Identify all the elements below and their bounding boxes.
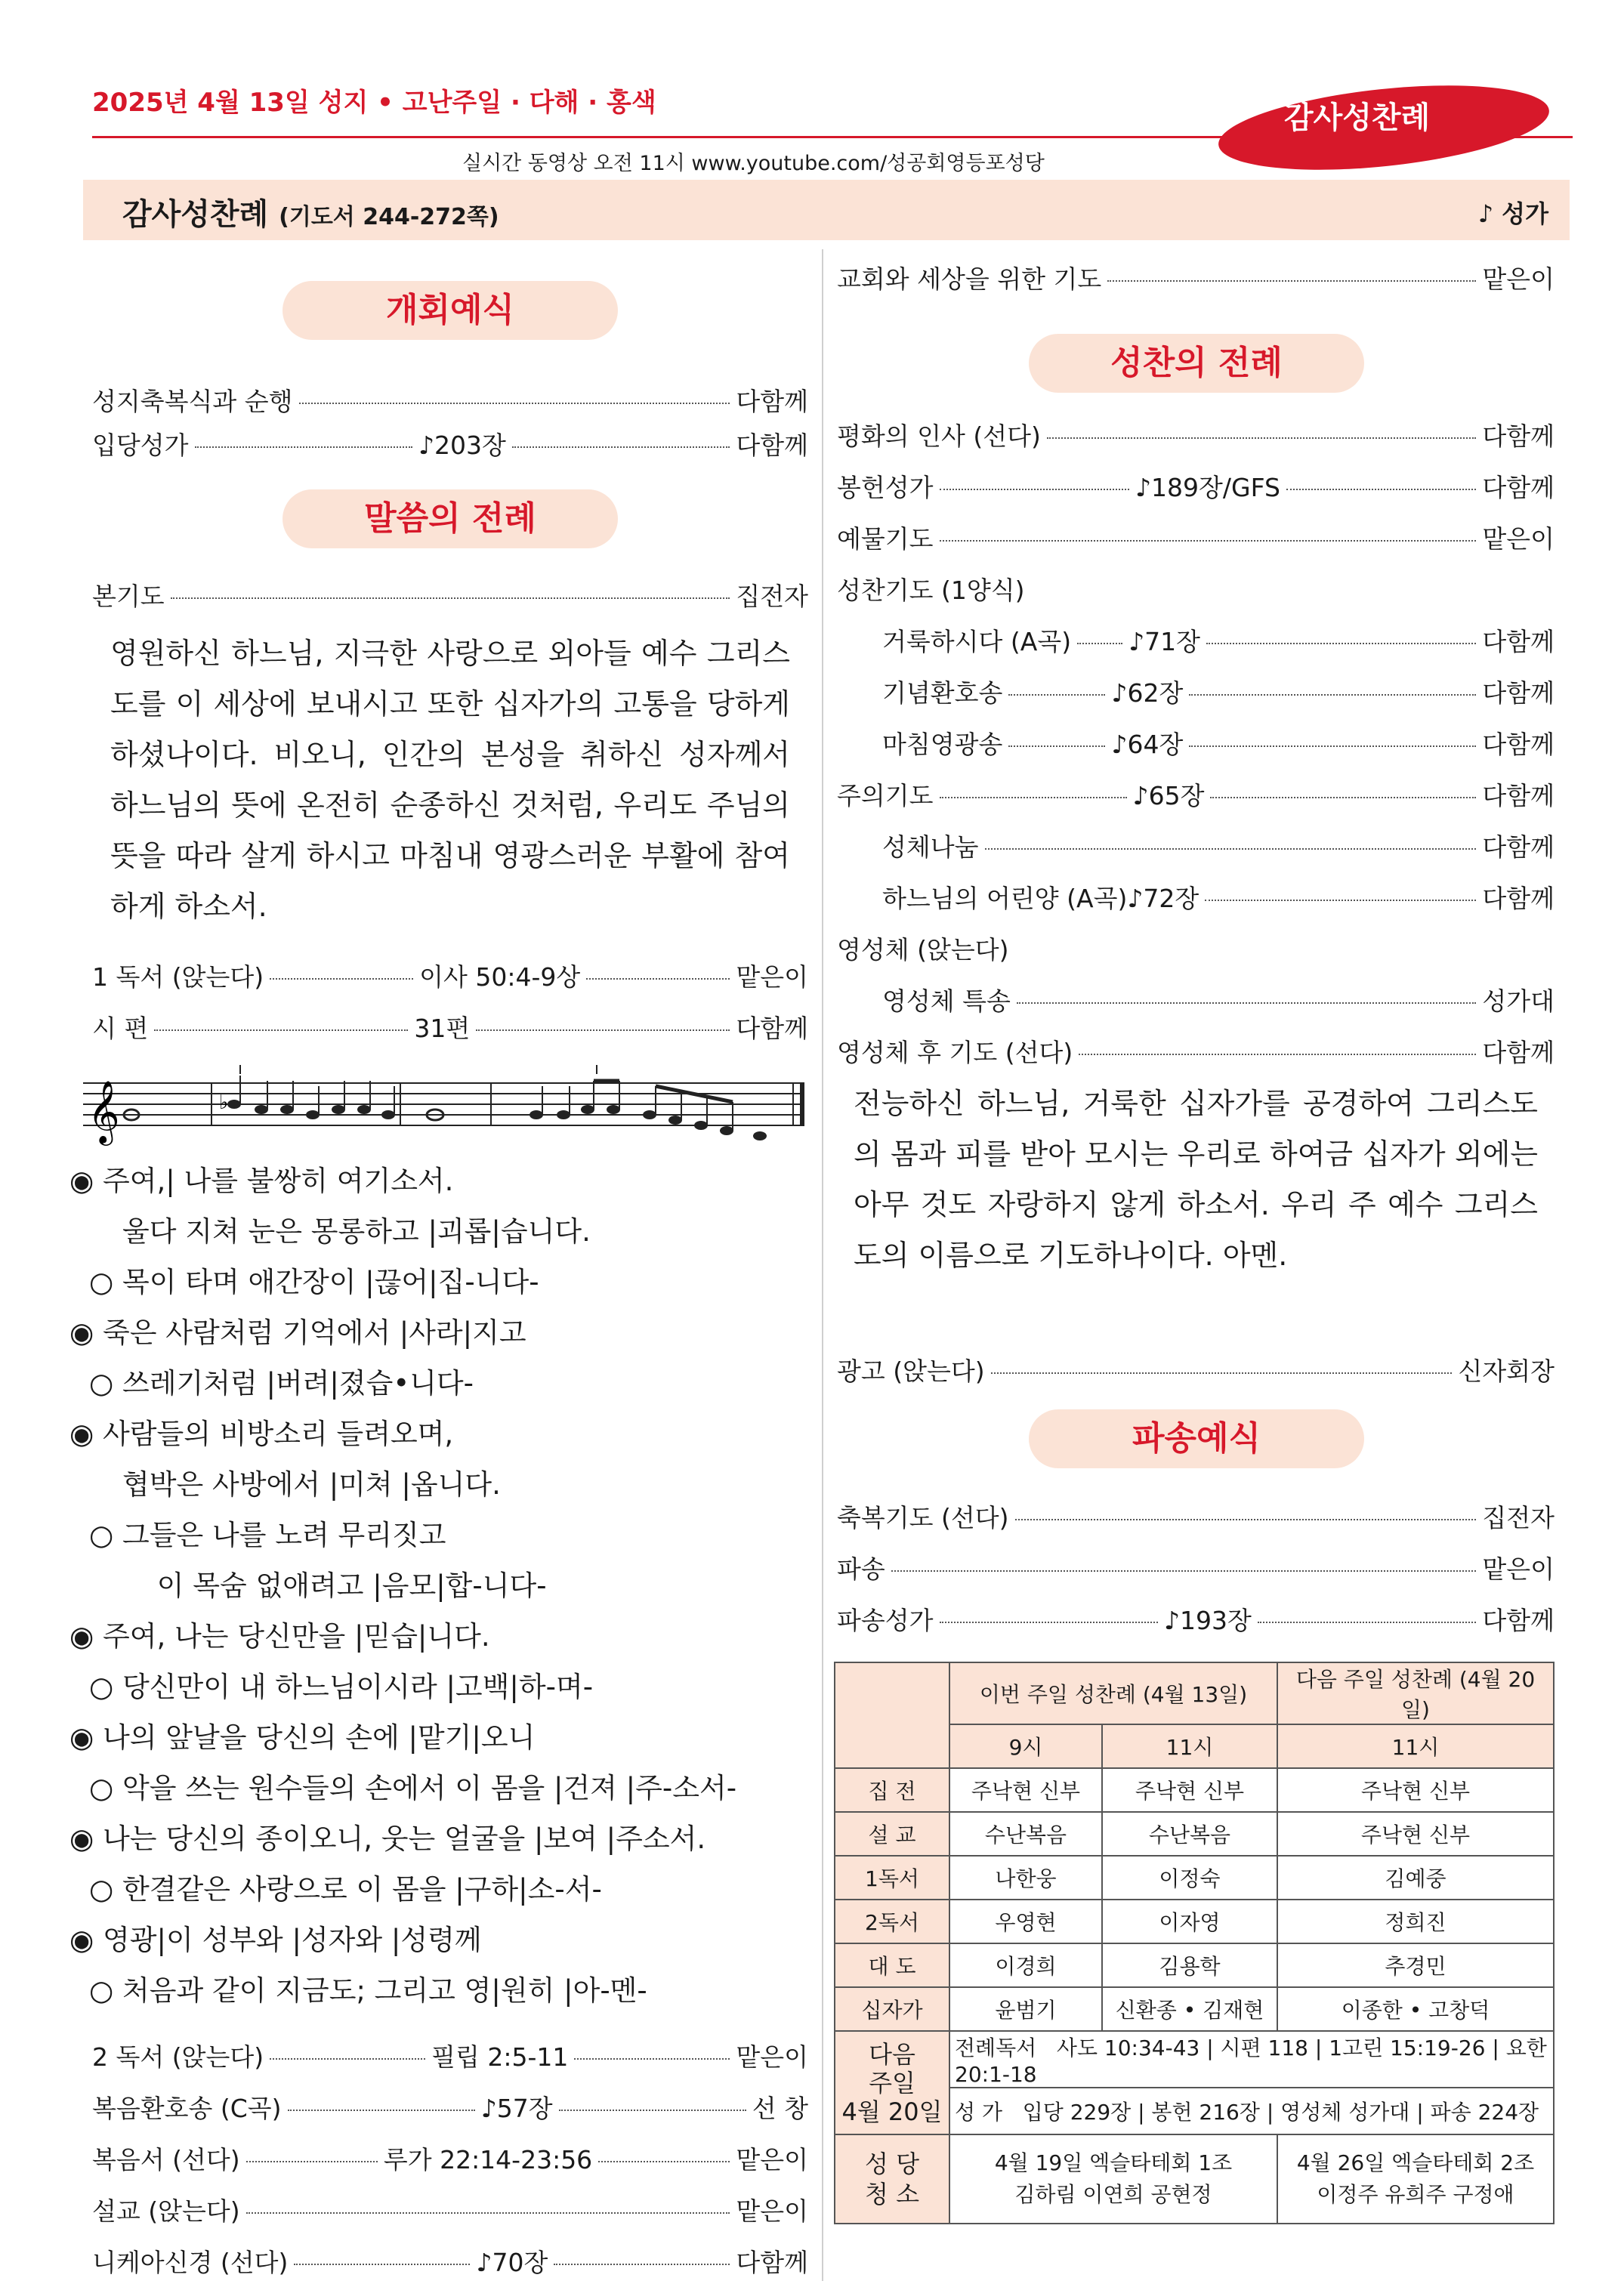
table-row bbox=[835, 1900, 1554, 1943]
cleaning-members: 김하림 이연희 공현정 bbox=[1014, 2182, 1212, 2207]
leader-dots bbox=[940, 1622, 1158, 1623]
page-title-ref: (기도서 244-272쪽) bbox=[279, 204, 499, 230]
psalm-verse: 한결같은 사랑으로 이 몸을 |구하|소-서- bbox=[122, 1873, 602, 1906]
next-sunday-label bbox=[835, 2031, 949, 2134]
order-item bbox=[882, 674, 1555, 708]
psalm-line bbox=[69, 1156, 817, 1206]
item-who: 다함께 bbox=[736, 431, 808, 460]
psalm-verse: 이 목숨 없애려고 |음모|합-니다- bbox=[148, 1569, 547, 1602]
item-label: 마침영광송 bbox=[882, 730, 1003, 759]
cell: 우영현 bbox=[949, 1900, 1102, 1943]
cell: 이정숙 bbox=[1102, 1856, 1277, 1900]
cell: 주낙현 신부 bbox=[1277, 1768, 1554, 1812]
cleaning-next bbox=[1277, 2134, 1554, 2224]
cell: 추경민 bbox=[1277, 1943, 1554, 1987]
order-item bbox=[837, 1601, 1555, 1636]
livestream-info: 실시간 동영상 오전 11시 www.youtube.com/성공회영등포성당 bbox=[462, 152, 1045, 175]
psalm-marker: ○ bbox=[89, 1671, 114, 1703]
page-title bbox=[122, 190, 499, 233]
leader-dots bbox=[476, 1029, 730, 1031]
item-label: 성지축복식과 순행 bbox=[92, 387, 293, 416]
item-who: 집전자 bbox=[736, 582, 808, 611]
psalm-verse: 주여,| 나를 불쌍히 여기소서. bbox=[103, 1165, 454, 1197]
item-label: 영성체 후 기도 (선다) bbox=[837, 1038, 1073, 1067]
cell: 나한웅 bbox=[949, 1856, 1102, 1900]
leader-dots bbox=[294, 2264, 470, 2265]
table-row bbox=[835, 1812, 1554, 1856]
svg-text:♭: ♭ bbox=[219, 1091, 229, 1114]
item-reading: 이사 50:4-9상 bbox=[419, 962, 581, 992]
cleaning-label bbox=[835, 2134, 949, 2224]
psalm-marker: ○ bbox=[89, 1873, 114, 1906]
table-row bbox=[835, 1943, 1554, 1987]
readings-label: 전례독서 bbox=[955, 2036, 1037, 2060]
item-who: 다함께 bbox=[1482, 730, 1555, 759]
item-label: 본기도 bbox=[92, 582, 165, 611]
order-item bbox=[837, 520, 1555, 554]
label-line: 다음 bbox=[869, 2039, 915, 2069]
item-who: 다함께 bbox=[736, 1014, 809, 1043]
item-who: 다함께 bbox=[1482, 421, 1555, 451]
order-item bbox=[837, 468, 1555, 503]
item-who: 맡은이 bbox=[736, 2042, 808, 2072]
role-cell: 1독서 bbox=[835, 1856, 949, 1900]
this-week-header: 이번 주일 성찬례 (4월 13일) bbox=[949, 1662, 1277, 1724]
time-11: 11시 bbox=[1102, 1724, 1277, 1768]
item-who: 집전자 bbox=[1482, 1503, 1555, 1532]
psalm-line bbox=[69, 1307, 817, 1358]
leader-dots bbox=[1210, 797, 1476, 798]
order-item bbox=[837, 1033, 1555, 1068]
hymn-note: ♪ 성가 bbox=[1477, 199, 1548, 228]
psalm-line bbox=[69, 1965, 817, 2016]
readings-value: 사도 10:34-43 | 시편 118 | 1고린 15:19-26 | 요한 20:1-18 bbox=[955, 2036, 1547, 2087]
order-item bbox=[882, 982, 1555, 1017]
psalm-marker: ◉ bbox=[69, 1924, 94, 1956]
leader-dots bbox=[1206, 643, 1476, 644]
date-line: 2025년 4월 13일 성지 • 고난주일 · 다해 · 홍색 bbox=[92, 88, 656, 118]
psalm-text bbox=[69, 1156, 817, 2016]
item-hymn: ♪193장 bbox=[1163, 1606, 1252, 1635]
table-row bbox=[835, 1987, 1554, 2031]
cell: 이경희 bbox=[949, 1943, 1102, 1987]
item-label: 복음서 (선다) bbox=[92, 2145, 240, 2174]
leader-dots bbox=[1017, 1002, 1476, 1004]
item-label: 봉헌성가 bbox=[837, 473, 934, 502]
cell: 김용학 bbox=[1102, 1943, 1277, 1987]
cell: 주낙현 신부 bbox=[949, 1768, 1102, 1812]
psalm-marker: ◉ bbox=[69, 1721, 94, 1754]
label-line: 주일 bbox=[869, 2068, 915, 2097]
collect-prayer: 영원하신 하느님, 지극한 사랑으로 외아들 예수 그리스도를 이 세상에 보내시고 또한 십자가의 고통을 당하게 하셨나이다. 비오니, 인간의 본성을 취하신 성자께서 하느님의 뜻에 온전히 순종하신 것처럼, 우리도 주님의 뜻을 따라 살게 하시고 마침내 영광스러운 부활에 참여하게 하소서. bbox=[110, 637, 790, 923]
leader-dots bbox=[1008, 745, 1105, 747]
cleaning-team: 4월 26일 엑슬타테회 2조 bbox=[1296, 2150, 1535, 2175]
cell: 수난복음 bbox=[1102, 1812, 1277, 1856]
roster-table bbox=[834, 1662, 1555, 2224]
item-who: 신자회장 bbox=[1458, 1357, 1555, 1386]
cell: 김예중 bbox=[1277, 1856, 1554, 1900]
leader-dots bbox=[171, 597, 730, 599]
psalm-marker: ○ bbox=[89, 1772, 114, 1804]
psalm-line bbox=[69, 1611, 817, 1662]
item-label: 파송성가 bbox=[837, 1606, 934, 1635]
order-item bbox=[92, 2192, 808, 2227]
cleaning-team: 4월 19일 엑슬타테회 1조 bbox=[994, 2150, 1233, 2175]
item-label: 복음환호송 (C곡) bbox=[92, 2094, 282, 2123]
table-row bbox=[835, 2134, 1554, 2224]
item-label: 광고 (앉는다) bbox=[837, 1357, 985, 1386]
item-psalm: 31편 bbox=[414, 1014, 471, 1043]
item-label: 기념환호송 bbox=[882, 678, 1003, 708]
psalm-line bbox=[69, 1257, 817, 1307]
item-label: 평화의 인사 (선다) bbox=[837, 421, 1041, 451]
cell: 수난복음 bbox=[949, 1812, 1102, 1856]
order-item bbox=[882, 622, 1555, 657]
leader-dots bbox=[991, 1372, 1453, 1374]
leader-dots bbox=[1079, 1054, 1476, 1055]
cell: 주낙현 신부 bbox=[1277, 1812, 1554, 1856]
item-who: 맡은이 bbox=[736, 962, 808, 992]
psalm-marker: ○ bbox=[89, 1266, 114, 1298]
order-item bbox=[92, 382, 808, 417]
item-who: 다함께 bbox=[1482, 781, 1555, 810]
item-who: 다함께 bbox=[1482, 627, 1555, 656]
psalm-verse: 악을 쓰는 원수들의 손에서 이 몸을 |건져 |주-소서- bbox=[122, 1772, 737, 1804]
readings-cell bbox=[949, 2031, 1554, 2088]
role-cell: 설 교 bbox=[835, 1812, 949, 1856]
item-label: 1 독서 (앉는다) bbox=[92, 962, 264, 992]
leader-dots bbox=[574, 2058, 730, 2060]
svg-text:𝄞: 𝄞 bbox=[88, 1079, 120, 1143]
item-who: 맡은이 bbox=[1482, 264, 1555, 294]
psalm-marker: ◉ bbox=[69, 1316, 94, 1349]
leader-dots bbox=[598, 2161, 730, 2162]
order-item bbox=[837, 1498, 1555, 1533]
leader-dots bbox=[1077, 643, 1122, 644]
leader-dots bbox=[299, 403, 730, 404]
item-hymn: ♪57장 bbox=[480, 2094, 553, 2123]
item-label: 2 독서 (앉는다) bbox=[92, 2042, 264, 2072]
leader-dots bbox=[1189, 694, 1476, 696]
item-label: 영성체 특송 bbox=[882, 986, 1011, 1016]
psalm-marker: ◉ bbox=[69, 1823, 94, 1855]
leader-dots bbox=[1205, 900, 1476, 901]
leader-dots bbox=[270, 2058, 425, 2060]
order-item bbox=[882, 879, 1555, 914]
next-week-header: 다음 주일 성찬례 (4월 20일) bbox=[1277, 1662, 1554, 1724]
item-label: 성찬기도 (1양식) bbox=[837, 576, 1025, 605]
psalm-verse: 당신만이 내 하느님이시라 |고백|하-며- bbox=[122, 1671, 594, 1703]
item-label: 거룩하시다 (A곡) bbox=[882, 627, 1072, 656]
cleaning-members: 이정주 유희주 구정애 bbox=[1317, 2182, 1514, 2207]
leader-dots bbox=[246, 2161, 378, 2162]
header-divider bbox=[92, 136, 1573, 138]
item-who: 다함께 bbox=[736, 2248, 808, 2277]
psalm-marker: ○ bbox=[89, 1519, 114, 1551]
psalm-verse: 쓰레기처럼 |버려|졌습•니다- bbox=[122, 1367, 474, 1400]
item-label: 하느님의 어린양 (A곡) bbox=[882, 884, 1128, 913]
item-label: 교회와 세상을 위한 기도 bbox=[837, 264, 1102, 294]
cell: 이자영 bbox=[1102, 1900, 1277, 1943]
item-label: 축복기도 (선다) bbox=[837, 1503, 1009, 1532]
time-9: 9시 bbox=[949, 1724, 1102, 1768]
service-badge-label: 감사성찬례 bbox=[1284, 100, 1431, 135]
item-who: 성가대 bbox=[1482, 986, 1555, 1016]
order-item bbox=[837, 571, 1555, 606]
order-item bbox=[882, 725, 1555, 760]
label-line: 청 소 bbox=[865, 2180, 919, 2208]
item-label: 입당성가 bbox=[92, 431, 189, 460]
item-who: 맡은이 bbox=[1482, 1554, 1555, 1584]
leader-dots bbox=[985, 848, 1477, 850]
psalm-marker: ○ bbox=[89, 1367, 114, 1400]
table-corner bbox=[835, 1662, 949, 1768]
leader-dots bbox=[195, 446, 412, 448]
order-item bbox=[882, 828, 1555, 863]
psalm-line bbox=[69, 1459, 817, 1510]
item-who: 다함께 bbox=[1482, 832, 1555, 862]
item-hymn: ♪70장 bbox=[476, 2248, 548, 2277]
item-who: 다함께 bbox=[736, 387, 808, 416]
psalm-verse: 울다 지쳐 눈은 몽롱하고 |괴롭|습니다. bbox=[122, 1215, 591, 1248]
leader-dots bbox=[154, 1029, 408, 1031]
psalm-line bbox=[69, 1712, 817, 1763]
leader-dots bbox=[1015, 1519, 1477, 1520]
psalm-marker: ◉ bbox=[69, 1620, 94, 1653]
column-divider bbox=[822, 249, 823, 2281]
psalm-line bbox=[69, 1813, 817, 1864]
leader-dots bbox=[891, 1570, 1477, 1572]
order-item bbox=[92, 2140, 808, 2175]
cell: 이종한 • 고창덕 bbox=[1277, 1987, 1554, 2031]
next-time-11: 11시 bbox=[1277, 1724, 1554, 1768]
item-who: 맡은이 bbox=[1482, 524, 1555, 554]
psalm-line bbox=[69, 1915, 817, 1965]
psalm-line bbox=[69, 1864, 817, 1915]
leader-dots bbox=[559, 2110, 746, 2111]
psalm-marker: ○ bbox=[89, 1974, 114, 2007]
item-hymn: ♪64장 bbox=[1111, 730, 1184, 759]
order-item bbox=[92, 2038, 808, 2073]
leader-dots bbox=[1047, 437, 1476, 439]
item-hymn: ♪203장 bbox=[418, 431, 506, 460]
leader-dots bbox=[270, 978, 413, 980]
psalm-verse: 죽은 사람처럼 기억에서 |사라|지고 bbox=[103, 1316, 526, 1349]
item-who: 다함께 bbox=[1482, 884, 1555, 913]
psalm-line bbox=[69, 1409, 817, 1459]
psalm-verse: 영광|이 성부와 |성자와 |성령께 bbox=[103, 1924, 482, 1956]
item-reading: 필립 2:5-11 bbox=[431, 2042, 569, 2072]
label-line: 성 당 bbox=[865, 2150, 919, 2178]
psalm-tone-staff bbox=[83, 1060, 808, 1148]
leader-dots bbox=[246, 2212, 730, 2214]
leader-dots bbox=[940, 489, 1129, 490]
item-who: 맡은이 bbox=[736, 2196, 808, 2226]
psalm-line bbox=[69, 1510, 817, 1560]
leader-dots bbox=[586, 978, 730, 980]
item-who: 다함께 bbox=[1482, 678, 1555, 708]
leader-dots bbox=[288, 2110, 475, 2111]
leader-dots bbox=[940, 797, 1127, 798]
order-item bbox=[837, 931, 1555, 965]
psalm-line bbox=[69, 1358, 817, 1409]
hymns-label: 성 가 bbox=[955, 2100, 1002, 2125]
order-item bbox=[92, 577, 808, 612]
psalm-verse: 목이 타며 애간장이 |끊어|집-니다- bbox=[122, 1266, 539, 1298]
postcommunion-prayer: 전능하신 하느님, 거룩한 십자가를 공경하여 그리스도의 몸과 피를 받아 모시는 우리로 하여금 십자가 외에는 아무 것도 자랑하지 않게 하소서. 우리 주 예수 그리스도의 이름으로 기도하나이다. 아멘. bbox=[854, 1087, 1538, 1272]
item-label: 주의기도 bbox=[837, 781, 934, 810]
leader-dots bbox=[512, 446, 730, 448]
order-item bbox=[92, 958, 808, 992]
item-who: 맡은이 bbox=[736, 2145, 809, 2174]
psalm-verse: 협박은 사방에서 |미쳐 |옵니다. bbox=[122, 1468, 501, 1501]
leader-dots bbox=[1107, 280, 1476, 282]
cell: 윤범기 bbox=[949, 1987, 1102, 2031]
item-label: 설교 (앉는다) bbox=[92, 2196, 240, 2226]
leader-dots bbox=[1258, 1622, 1476, 1623]
psalm-line bbox=[69, 1662, 817, 1712]
leader-dots bbox=[554, 2264, 730, 2265]
cleaning-this bbox=[949, 2134, 1277, 2224]
psalm-line bbox=[69, 1763, 817, 1813]
item-label: 시 편 bbox=[92, 1014, 149, 1043]
order-item bbox=[837, 1550, 1555, 1585]
order-item bbox=[92, 2243, 808, 2278]
cell: 신환종 • 김재현 bbox=[1102, 1987, 1277, 2031]
item-hymn: ♪72장 bbox=[1127, 884, 1199, 913]
order-item bbox=[92, 1009, 808, 1044]
section-word: 말씀의 전례 bbox=[283, 489, 618, 548]
page-title-main: 감사성찬례 bbox=[122, 197, 269, 232]
item-who: 다함께 bbox=[1482, 473, 1555, 502]
section-dismissal: 파송예식 bbox=[1029, 1409, 1364, 1468]
role-cell: 대 도 bbox=[835, 1943, 949, 1987]
psalm-verse: 사람들의 비방소리 들려오며, bbox=[103, 1418, 454, 1450]
leader-dots bbox=[1286, 489, 1476, 490]
psalm-line bbox=[69, 1206, 817, 1257]
item-who: 다함께 bbox=[1482, 1038, 1555, 1067]
cell: 주낙현 신부 bbox=[1102, 1768, 1277, 1812]
table-row bbox=[835, 1856, 1554, 1900]
role-cell: 집 전 bbox=[835, 1768, 949, 1812]
table-row bbox=[835, 2031, 1554, 2088]
role-cell: 십자가 bbox=[835, 1987, 949, 2031]
item-hymn: ♪189장/GFS bbox=[1135, 473, 1280, 502]
psalm-marker: ◉ bbox=[69, 1165, 94, 1197]
item-label: 성체나눔 bbox=[882, 832, 979, 862]
item-hymn: ♪65장 bbox=[1132, 781, 1205, 810]
psalm-verse: 처음과 같이 지금도; 그리고 영|원히 |아-멘- bbox=[122, 1974, 647, 2007]
item-hymn: ♪71장 bbox=[1128, 627, 1201, 656]
order-item bbox=[92, 2089, 808, 2124]
table-row bbox=[835, 1768, 1554, 1812]
role-cell: 2독서 bbox=[835, 1900, 949, 1943]
hymns-cell bbox=[949, 2088, 1554, 2134]
psalm-verse: 나의 앞날을 당신의 손에 |맡기|오니 bbox=[103, 1721, 536, 1754]
order-item bbox=[837, 776, 1555, 811]
leader-dots bbox=[940, 540, 1477, 542]
label-line: 4월 20일 bbox=[841, 2097, 943, 2126]
item-label: 예물기도 bbox=[837, 524, 934, 554]
order-item bbox=[92, 426, 808, 461]
psalm-verse: 그들은 나를 노려 무리짓고 bbox=[122, 1519, 446, 1551]
leader-dots bbox=[1008, 694, 1105, 696]
item-label: 니케아신경 (선다) bbox=[92, 2248, 289, 2277]
psalm-line bbox=[69, 1560, 817, 1611]
section-opening: 개회예식 bbox=[283, 281, 618, 340]
psalm-marker: ◉ bbox=[69, 1418, 94, 1450]
item-who: 다함께 bbox=[1482, 1606, 1555, 1635]
item-hymn: ♪62장 bbox=[1111, 678, 1184, 708]
item-reading: 루가 22:14-23:56 bbox=[383, 2145, 593, 2174]
psalm-verse: 나는 당신의 종이오니, 웃는 얼굴을 |보여 |주소서. bbox=[103, 1823, 706, 1855]
item-label: 영성체 (앉는다) bbox=[837, 935, 1009, 965]
item-label: 파송 bbox=[837, 1554, 885, 1584]
section-eucharist: 성찬의 전례 bbox=[1029, 334, 1364, 393]
order-item bbox=[837, 417, 1555, 452]
hymns-value: 입당 229장 | 봉헌 216장 | 영성체 성가대 | 파송 224장 bbox=[1022, 2100, 1539, 2125]
leader-dots bbox=[1189, 745, 1476, 747]
order-item bbox=[837, 1352, 1555, 1387]
item-who: 선 창 bbox=[752, 2094, 808, 2123]
order-item bbox=[837, 260, 1555, 295]
psalm-verse: 주여, 나는 당신만을 |믿습|니다. bbox=[103, 1620, 490, 1653]
cell: 정희진 bbox=[1277, 1900, 1554, 1943]
